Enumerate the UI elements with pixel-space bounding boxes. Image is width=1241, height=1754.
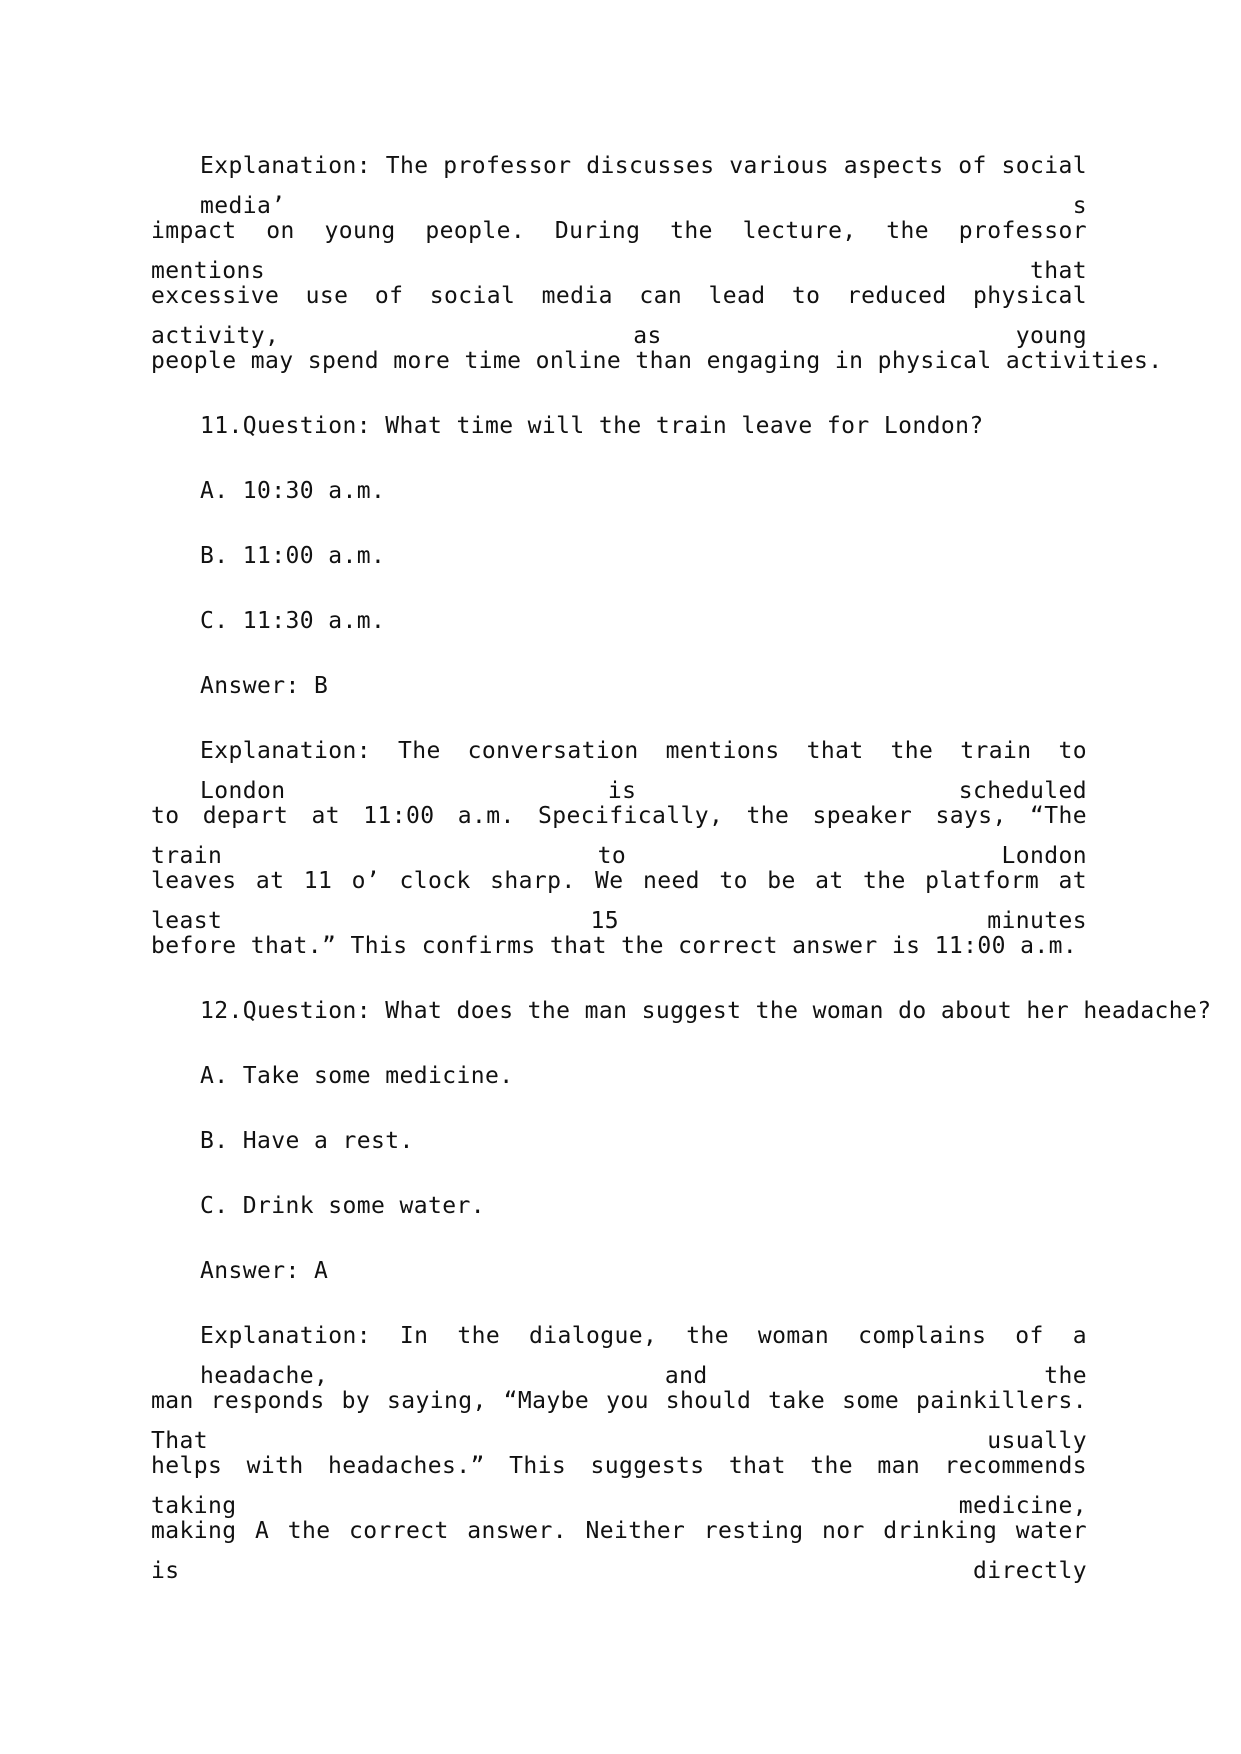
option-line: C. 11:30 a.m.	[200, 608, 386, 634]
paragraph-line: people may spend more time online than engaging in physical activities.	[151, 348, 1163, 374]
paragraph-line: before that.” This confirms that the correct answer is 11:00 a.m.	[151, 933, 1078, 959]
option-line: C. Drink some water.	[200, 1193, 485, 1219]
option-line: A. 10:30 a.m.	[200, 478, 386, 504]
paragraph-line: to depart at 11:00 a.m. Specifically, the speaker says, “The train to London	[151, 803, 1087, 869]
option-line: B. Have a rest.	[200, 1128, 414, 1154]
paragraph-line: man responds by saying, “Maybe you should take some painkillers. That usually	[151, 1388, 1087, 1454]
paragraph-line: Explanation: The conversation mentions that the train to London is scheduled	[200, 738, 1087, 804]
answer-line: Answer: A	[200, 1258, 329, 1284]
option-line: A. Take some medicine.	[200, 1063, 514, 1089]
paragraph-line: leaves at 11 o’ clock sharp. We need to be at the platform at least 15 minutes	[151, 868, 1087, 934]
paragraph-line: helps with headaches.” This suggests that the man recommends taking medicine,	[151, 1453, 1087, 1519]
answer-line: Answer: B	[200, 673, 329, 699]
paragraph-line: excessive use of social media can lead to reduced physical activity, as young	[151, 283, 1087, 349]
option-line: B. 11:00 a.m.	[200, 543, 386, 569]
question-line: 12.Question: What does the man suggest the woman do about her headache?	[200, 998, 1212, 1024]
paragraph-line: impact on young people. During the lecture, the professor mentions that	[151, 218, 1087, 284]
paragraph-line: making A the correct answer. Neither resting nor drinking water is directly	[151, 1518, 1087, 1584]
paragraph-line: Explanation: In the dialogue, the woman complains of a headache, and the	[200, 1323, 1087, 1389]
document-body	[151, 146, 1212, 1584]
paragraph-line: Explanation: The professor discusses various aspects of social media’ s	[200, 153, 1087, 219]
question-line: 11.Question: What time will the train leave for London?	[200, 413, 984, 439]
